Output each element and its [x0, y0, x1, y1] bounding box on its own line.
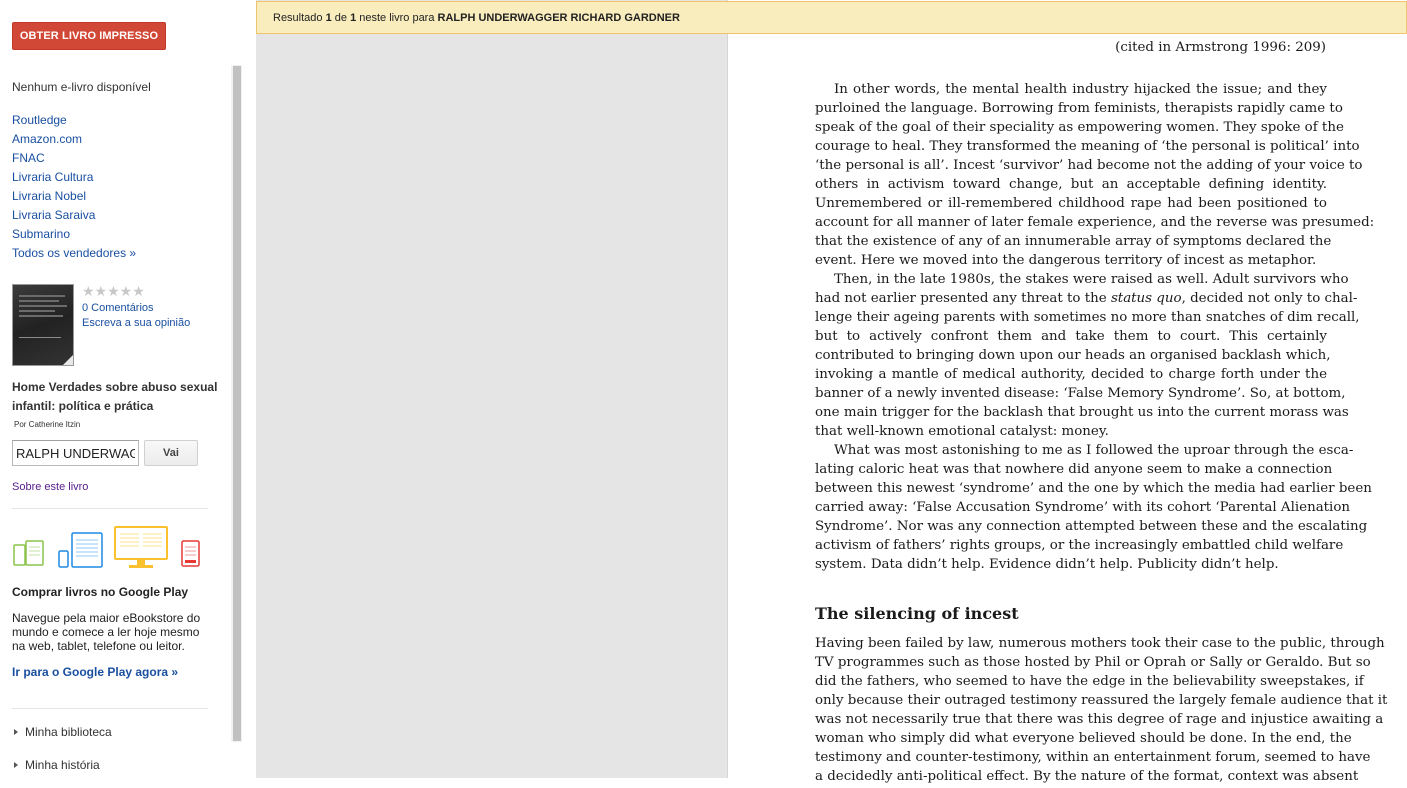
- text-line: Unremembered or ill-remembered childhood rape had been positioned to: [815, 196, 1327, 211]
- text-line: lenge their ageing parents with sometimes no more than snatches of dim recall,: [815, 310, 1360, 325]
- text-line: that the existence of any of an innumerable array of symptoms declared the: [815, 234, 1332, 249]
- text-line: lating caloric heat was that nowhere did anyone seem to make a connection: [815, 462, 1333, 477]
- rating-stars[interactable]: ★★★★★: [82, 283, 145, 299]
- text-line: did the fathers, who seemed to have the edge in the believability sweepstakes, if: [815, 674, 1364, 689]
- result-prefix: Resultado: [273, 11, 326, 24]
- text-line: courage to heal. They transformed the meaning of ‘the personal is political’ into: [815, 139, 1360, 154]
- text-line: was not necessarily true that there was this degree of rage and injustice awaiting a: [815, 712, 1384, 727]
- citation: (cited in Armstrong 1996: 209): [1115, 40, 1326, 55]
- text-line: woman who simply did what everyone believed should be done. In the end, the: [815, 731, 1352, 746]
- text-line: purloined the language. Borrowing from feminists, therapists rapidly came to: [815, 101, 1343, 116]
- divider: [12, 508, 208, 509]
- devices-illustration-icon: [12, 524, 208, 570]
- sidebar-scrollbar-thumb[interactable]: [233, 66, 241, 741]
- search-result-bar: [256, 1, 1407, 34]
- text-line: account for all manner of later female experience, and the reverse was presumed:: [815, 215, 1375, 230]
- text-line: Syndrome’. Nor was any connection attempted between these and the escalating: [815, 519, 1368, 534]
- text-line: Then, in the late 1980s, the stakes were raised as well. Adult survivors who: [834, 272, 1349, 287]
- text-line: ‘the personal is all’. Incest ‘survivor’ had become not the adding of your voice to: [815, 158, 1363, 173]
- page-curl-icon: [63, 355, 73, 365]
- expand-triangle-icon: [14, 762, 18, 768]
- text-line: only because their outraged testimony reassured the largely female audience that it: [815, 693, 1388, 708]
- text-line: that well-known emotional catalyst: money.: [815, 424, 1109, 439]
- text-line: In other words, the mental health industry hijacked the issue; and they: [834, 82, 1327, 97]
- seller-link-livraria-cultura[interactable]: Livraria Cultura: [12, 170, 94, 184]
- paragraph-1: [815, 80, 1375, 270]
- result-of: de: [331, 11, 351, 24]
- my-library-label: Minha biblioteca: [25, 725, 112, 739]
- my-history-link[interactable]: [14, 758, 100, 772]
- no-ebook-label: Nenhum e-livro disponível: [12, 80, 151, 94]
- google-play-heading: Comprar livros no Google Play: [12, 585, 189, 599]
- book-viewer[interactable]: [256, 0, 1407, 784]
- seller-link-routledge[interactable]: Routledge: [12, 113, 67, 127]
- search-go-button[interactable]: Vai: [144, 440, 198, 466]
- text-line: between this newest ‘syndrome’ and the one by which the media had earlier been: [815, 481, 1372, 496]
- text-line: but to actively confront them and take them to court. This certainly: [815, 329, 1327, 344]
- section-heading: The silencing of incest: [815, 604, 1019, 623]
- text-line: testimony and counter-testimony, within an entertainment forum, seemed to have: [815, 750, 1371, 765]
- all-sellers-link[interactable]: Todos os vendedores »: [12, 246, 137, 260]
- section-paragraph: [815, 634, 1388, 786]
- text-line: contributed to bringing down upon our heads an organised backlash which,: [815, 348, 1331, 363]
- result-total: 1: [350, 11, 357, 24]
- google-play-description: Navegue pela maior eBookstore do mundo e comece a ler hoje mesmo na web, tablet, telefone ou leitor.: [12, 611, 201, 653]
- result-query: RALPH UNDERWAGGER RICHARD GARDNER: [437, 11, 680, 24]
- book-page[interactable]: [727, 0, 1407, 784]
- text-line: What was most astonishing to me as I followed the uproar through the esca-: [834, 443, 1354, 458]
- seller-link-amazon[interactable]: Amazon.com: [12, 132, 83, 146]
- left-sidebar: [0, 0, 256, 788]
- result-middle: neste livro para: [356, 11, 438, 24]
- text-line: Having been failed by law, numerous mothers took their case to the public, through: [815, 636, 1385, 651]
- paragraph-3: [815, 441, 1372, 574]
- text-line: banner of a newly invented disease: ‘False Memory Syndrome’. So, at bottom,: [815, 386, 1346, 401]
- book-title: Home Verdades sobre abuso sexual infantil: política e prática: [12, 380, 218, 413]
- text-line: carried away: ‘False Accusation Syndrome’ with its cohort ‘Parental Alienation: [815, 500, 1351, 515]
- result-current: 1: [325, 11, 332, 24]
- text-line: others in activism toward change, but an acceptable defining identity.: [815, 177, 1327, 192]
- my-history-label: Minha história: [25, 758, 100, 772]
- text-line: invoking a mantle of medical authority, decided to charge forth under the: [815, 367, 1327, 382]
- book-author: Por Catherine Itzin: [14, 420, 81, 429]
- divider: [12, 708, 208, 709]
- text-line: TV programmes such as those hosted by Phil or Oprah or Sally or Geraldo. But so: [815, 655, 1371, 670]
- paragraph-2: [815, 270, 1360, 441]
- expand-triangle-icon: [14, 729, 18, 735]
- write-review-link[interactable]: Escreva a sua opinião: [82, 317, 191, 329]
- book-cover-thumbnail[interactable]: [12, 284, 74, 366]
- text-line: a decidedly anti-political effect. By the nature of the format, context was absent: [815, 769, 1359, 784]
- get-print-book-button[interactable]: OBTER LIVRO IMPRESSO: [12, 22, 166, 50]
- text-line: event. Here we moved into the dangerous territory of incest as metaphor.: [815, 253, 1317, 268]
- my-library-link[interactable]: [14, 725, 112, 739]
- comments-link[interactable]: 0 Comentários: [82, 302, 154, 314]
- text-line: activism of fathers’ rights groups, or the increasingly embattled child welfare: [815, 538, 1344, 553]
- seller-link-submarino[interactable]: Submarino: [12, 227, 71, 241]
- about-this-book-link[interactable]: Sobre este livro: [12, 481, 89, 493]
- go-to-google-play-link[interactable]: Ir para o Google Play agora »: [12, 665, 179, 679]
- seller-link-livraria-nobel[interactable]: Livraria Nobel: [12, 189, 87, 203]
- search-in-book-input[interactable]: [12, 440, 139, 466]
- text-line: had not earlier presented any threat to the status quo, decided not only to chal-: [815, 291, 1358, 306]
- seller-link-livraria-saraiva[interactable]: Livraria Saraiva: [12, 208, 96, 222]
- text-line: system. Data didn’t help. Evidence didn’t help. Publicity didn’t help.: [815, 557, 1279, 572]
- text-line: speak of the goal of their speciality as empowering women. They spoke of the: [815, 120, 1344, 135]
- seller-list: [12, 111, 136, 263]
- seller-link-fnac[interactable]: FNAC: [12, 151, 45, 165]
- text-line: one main trigger for the backlash that brought us into the current morass was: [815, 405, 1349, 420]
